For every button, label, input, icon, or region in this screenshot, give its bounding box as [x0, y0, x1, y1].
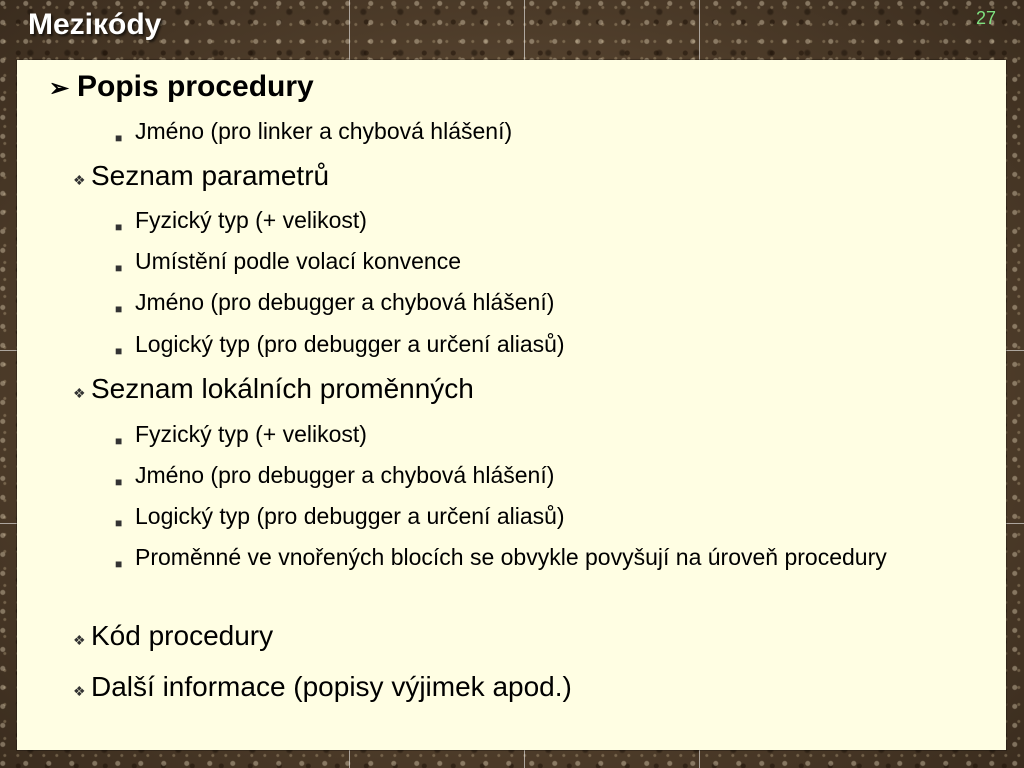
diamond-bullet-icon: ❖	[73, 172, 86, 188]
list-item	[73, 160, 329, 192]
diamond-bullet-icon: ❖	[73, 683, 86, 699]
list-item	[115, 500, 935, 540]
list-item-text: Fyzický typ (+ velikost)	[135, 421, 367, 447]
content-panel	[17, 60, 1006, 750]
diamond-bullet-icon: ❖	[73, 385, 86, 401]
list-item-text: Další informace (popisy výjimek apod.)	[91, 671, 572, 702]
list-item	[115, 418, 935, 458]
square-bullet-icon: ■	[115, 475, 123, 489]
list-item-text: Seznam lokálních proměnných	[91, 373, 474, 404]
content-heading-text: Popis procedury	[77, 70, 314, 103]
square-bullet-icon: ■	[115, 131, 123, 145]
list-item	[115, 286, 935, 326]
list-item	[115, 459, 935, 499]
list-item	[115, 115, 935, 155]
square-bullet-icon: ■	[115, 434, 123, 448]
list-item-text: Proměnné ve vnořených blocích se obvykle povyšují na úroveň procedury	[135, 544, 887, 570]
list-item	[73, 373, 474, 405]
slide-number: 27	[975, 8, 996, 28]
content-heading	[49, 70, 314, 104]
list-item-text: Umístění podle volací konvence	[135, 248, 462, 274]
square-bullet-icon: ■	[115, 516, 123, 530]
list-item	[115, 541, 935, 581]
list-item-text: Jméno (pro linker a chybová hlášení)	[135, 118, 513, 144]
square-bullet-icon: ■	[115, 261, 123, 275]
list-item-text: Logický typ (pro debugger a určení aliasů)	[135, 503, 565, 529]
list-item	[73, 671, 572, 703]
list-item	[73, 620, 273, 652]
list-item-text: Seznam parametrů	[91, 160, 330, 191]
square-bullet-icon: ■	[115, 220, 123, 234]
list-item	[115, 328, 935, 368]
list-item-text: Logický typ (pro debugger a určení aliasů)	[135, 331, 565, 357]
list-item-text: Fyzický typ (+ velikost)	[135, 207, 367, 233]
diamond-bullet-icon: ❖	[73, 632, 86, 648]
list-item-text: Kód procedury	[91, 620, 274, 651]
square-bullet-icon: ■	[115, 302, 123, 316]
list-item	[115, 204, 935, 244]
slide-title: Meziкódy	[28, 8, 162, 41]
list-item	[115, 245, 935, 285]
list-item-text: Jméno (pro debugger a chybová hlášení)	[135, 462, 555, 488]
list-item-text: Jméno (pro debugger a chybová hlášení)	[135, 289, 555, 315]
square-bullet-icon: ■	[115, 557, 123, 571]
square-bullet-icon: ■	[115, 344, 123, 358]
arrow-bullet-icon: ➢	[49, 75, 70, 102]
